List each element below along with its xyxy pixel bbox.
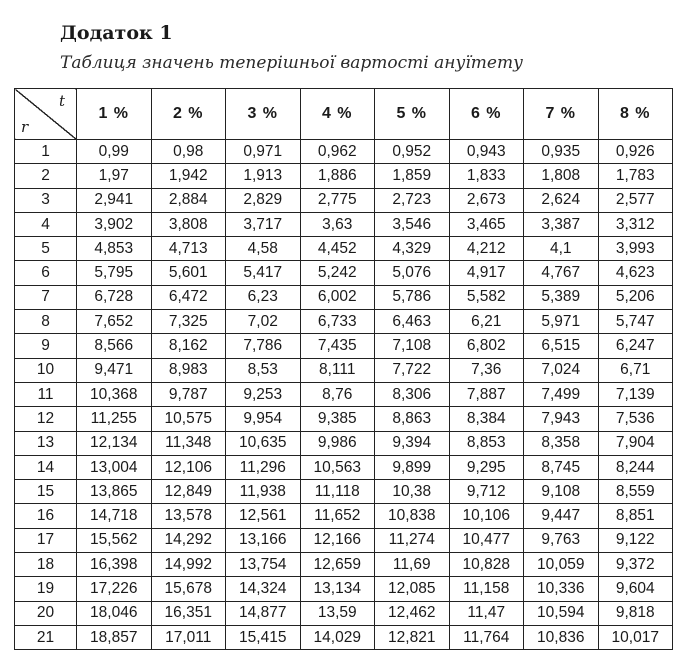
value-cell: 5,582 <box>449 285 524 309</box>
value-cell: 1,942 <box>151 164 226 188</box>
table-row <box>15 285 673 309</box>
value-cell: 14,992 <box>151 553 226 577</box>
column-header: 8 % <box>598 89 673 140</box>
value-cell: 5,971 <box>524 310 599 334</box>
value-cell: 10,38 <box>375 480 450 504</box>
value-cell: 9,385 <box>300 407 375 431</box>
table-caption: Таблиця значень теперішньої вартості ануїтету <box>60 53 523 73</box>
value-cell: 7,108 <box>375 334 450 358</box>
value-cell: 13,754 <box>226 553 301 577</box>
value-cell: 13,865 <box>77 480 152 504</box>
value-cell: 13,134 <box>300 577 375 601</box>
value-cell: 10,563 <box>300 455 375 479</box>
period-cell: 4 <box>15 212 77 236</box>
period-cell: 12 <box>15 407 77 431</box>
value-cell: 14,029 <box>300 625 375 649</box>
value-cell: 11,69 <box>375 553 450 577</box>
column-header: 5 % <box>375 89 450 140</box>
table-row <box>15 140 673 164</box>
value-cell: 2,775 <box>300 188 375 212</box>
value-cell: 7,499 <box>524 382 599 406</box>
value-cell: 0,971 <box>226 140 301 164</box>
value-cell: 1,833 <box>449 164 524 188</box>
value-cell: 15,415 <box>226 625 301 649</box>
value-cell: 11,652 <box>300 504 375 528</box>
value-cell: 14,324 <box>226 577 301 601</box>
value-cell: 2,829 <box>226 188 301 212</box>
value-cell: 3,993 <box>598 237 673 261</box>
value-cell: 7,943 <box>524 407 599 431</box>
value-cell: 8,566 <box>77 334 152 358</box>
value-cell: 8,851 <box>598 504 673 528</box>
value-cell: 10,059 <box>524 553 599 577</box>
value-cell: 18,857 <box>77 625 152 649</box>
table-header <box>15 89 673 140</box>
value-cell: 7,652 <box>77 310 152 334</box>
value-cell: 3,902 <box>77 212 152 236</box>
value-cell: 1,859 <box>375 164 450 188</box>
table-row <box>15 358 673 382</box>
column-header: 6 % <box>449 89 524 140</box>
value-cell: 10,017 <box>598 625 673 649</box>
value-cell: 11,274 <box>375 528 450 552</box>
value-cell: 12,561 <box>226 504 301 528</box>
value-cell: 3,312 <box>598 212 673 236</box>
column-header: 4 % <box>300 89 375 140</box>
page-title: Додаток 1 <box>60 22 173 44</box>
value-cell: 9,763 <box>524 528 599 552</box>
value-cell: 4,58 <box>226 237 301 261</box>
table-row <box>15 382 673 406</box>
value-cell: 9,899 <box>375 455 450 479</box>
value-cell: 2,723 <box>375 188 450 212</box>
value-cell: 7,36 <box>449 358 524 382</box>
value-cell: 0,943 <box>449 140 524 164</box>
table-row <box>15 407 673 431</box>
value-cell: 4,623 <box>598 261 673 285</box>
value-cell: 7,536 <box>598 407 673 431</box>
period-cell: 9 <box>15 334 77 358</box>
value-cell: 8,76 <box>300 382 375 406</box>
value-cell: 2,673 <box>449 188 524 212</box>
value-cell: 7,024 <box>524 358 599 382</box>
value-cell: 8,559 <box>598 480 673 504</box>
value-cell: 2,624 <box>524 188 599 212</box>
value-cell: 3,465 <box>449 212 524 236</box>
value-cell: 17,226 <box>77 577 152 601</box>
value-cell: 4,329 <box>375 237 450 261</box>
value-cell: 9,986 <box>300 431 375 455</box>
value-cell: 11,938 <box>226 480 301 504</box>
value-cell: 1,808 <box>524 164 599 188</box>
period-cell: 6 <box>15 261 77 285</box>
table-row <box>15 455 673 479</box>
value-cell: 7,904 <box>598 431 673 455</box>
value-cell: 10,828 <box>449 553 524 577</box>
value-cell: 4,212 <box>449 237 524 261</box>
value-cell: 7,325 <box>151 310 226 334</box>
value-cell: 12,659 <box>300 553 375 577</box>
value-cell: 3,808 <box>151 212 226 236</box>
value-cell: 5,601 <box>151 261 226 285</box>
value-cell: 13,166 <box>226 528 301 552</box>
value-cell: 14,718 <box>77 504 152 528</box>
value-cell: 8,983 <box>151 358 226 382</box>
value-cell: 6,728 <box>77 285 152 309</box>
period-cell: 8 <box>15 310 77 334</box>
value-cell: 7,722 <box>375 358 450 382</box>
value-cell: 2,577 <box>598 188 673 212</box>
value-cell: 9,954 <box>226 407 301 431</box>
period-cell: 15 <box>15 480 77 504</box>
period-cell: 1 <box>15 140 77 164</box>
value-cell: 13,59 <box>300 601 375 625</box>
value-cell: 17,011 <box>151 625 226 649</box>
corner-label-r: r <box>21 118 30 136</box>
period-cell: 21 <box>15 625 77 649</box>
value-cell: 8,162 <box>151 334 226 358</box>
period-cell: 16 <box>15 504 77 528</box>
table-row <box>15 601 673 625</box>
value-cell: 10,368 <box>77 382 152 406</box>
value-cell: 4,917 <box>449 261 524 285</box>
period-cell: 14 <box>15 455 77 479</box>
value-cell: 0,99 <box>77 140 152 164</box>
table-row <box>15 553 673 577</box>
value-cell: 10,106 <box>449 504 524 528</box>
value-cell: 3,546 <box>375 212 450 236</box>
table-row <box>15 431 673 455</box>
value-cell: 11,118 <box>300 480 375 504</box>
value-cell: 6,21 <box>449 310 524 334</box>
period-cell: 2 <box>15 164 77 188</box>
value-cell: 1,97 <box>77 164 152 188</box>
value-cell: 12,849 <box>151 480 226 504</box>
period-cell: 20 <box>15 601 77 625</box>
value-cell: 8,853 <box>449 431 524 455</box>
value-cell: 3,63 <box>300 212 375 236</box>
value-cell: 11,158 <box>449 577 524 601</box>
value-cell: 0,935 <box>524 140 599 164</box>
value-cell: 12,085 <box>375 577 450 601</box>
value-cell: 9,253 <box>226 382 301 406</box>
value-cell: 9,122 <box>598 528 673 552</box>
value-cell: 5,242 <box>300 261 375 285</box>
value-cell: 11,47 <box>449 601 524 625</box>
value-cell: 1,913 <box>226 164 301 188</box>
value-cell: 9,372 <box>598 553 673 577</box>
value-cell: 15,678 <box>151 577 226 601</box>
value-cell: 2,941 <box>77 188 152 212</box>
value-cell: 7,139 <box>598 382 673 406</box>
value-cell: 8,358 <box>524 431 599 455</box>
value-cell: 6,23 <box>226 285 301 309</box>
value-cell: 6,472 <box>151 285 226 309</box>
value-cell: 12,462 <box>375 601 450 625</box>
table-row <box>15 237 673 261</box>
value-cell: 6,463 <box>375 310 450 334</box>
table-row <box>15 504 673 528</box>
value-cell: 13,578 <box>151 504 226 528</box>
value-cell: 8,244 <box>598 455 673 479</box>
value-cell: 8,384 <box>449 407 524 431</box>
value-cell: 11,348 <box>151 431 226 455</box>
value-cell: 5,786 <box>375 285 450 309</box>
value-cell: 5,795 <box>77 261 152 285</box>
value-cell: 4,853 <box>77 237 152 261</box>
period-cell: 18 <box>15 553 77 577</box>
value-cell: 10,635 <box>226 431 301 455</box>
value-cell: 5,747 <box>598 310 673 334</box>
value-cell: 8,53 <box>226 358 301 382</box>
value-cell: 7,435 <box>300 334 375 358</box>
header-row <box>15 89 673 140</box>
corner-cell <box>15 89 77 140</box>
value-cell: 12,166 <box>300 528 375 552</box>
value-cell: 9,787 <box>151 382 226 406</box>
value-cell: 0,962 <box>300 140 375 164</box>
table-row <box>15 164 673 188</box>
value-cell: 10,336 <box>524 577 599 601</box>
value-cell: 3,387 <box>524 212 599 236</box>
value-cell: 5,389 <box>524 285 599 309</box>
value-cell: 6,515 <box>524 334 599 358</box>
value-cell: 8,745 <box>524 455 599 479</box>
value-cell: 4,1 <box>524 237 599 261</box>
corner-label-t: t <box>58 92 66 110</box>
value-cell: 0,926 <box>598 140 673 164</box>
value-cell: 4,452 <box>300 237 375 261</box>
value-cell: 14,292 <box>151 528 226 552</box>
value-cell: 4,767 <box>524 261 599 285</box>
value-cell: 0,98 <box>151 140 226 164</box>
table-row <box>15 528 673 552</box>
value-cell: 2,884 <box>151 188 226 212</box>
column-header: 7 % <box>524 89 599 140</box>
table-row <box>15 310 673 334</box>
value-cell: 10,836 <box>524 625 599 649</box>
annuity-table <box>14 88 673 650</box>
column-header: 1 % <box>77 89 152 140</box>
value-cell: 10,575 <box>151 407 226 431</box>
value-cell: 12,134 <box>77 431 152 455</box>
value-cell: 11,255 <box>77 407 152 431</box>
value-cell: 9,712 <box>449 480 524 504</box>
value-cell: 10,838 <box>375 504 450 528</box>
value-cell: 7,02 <box>226 310 301 334</box>
value-cell: 16,398 <box>77 553 152 577</box>
value-cell: 6,247 <box>598 334 673 358</box>
table-row <box>15 577 673 601</box>
value-cell: 1,783 <box>598 164 673 188</box>
value-cell: 6,802 <box>449 334 524 358</box>
value-cell: 12,821 <box>375 625 450 649</box>
value-cell: 5,206 <box>598 285 673 309</box>
value-cell: 9,447 <box>524 504 599 528</box>
value-cell: 6,002 <box>300 285 375 309</box>
value-cell: 16,351 <box>151 601 226 625</box>
value-cell: 11,296 <box>226 455 301 479</box>
value-cell: 8,306 <box>375 382 450 406</box>
table-row <box>15 188 673 212</box>
value-cell: 9,394 <box>375 431 450 455</box>
value-cell: 9,295 <box>449 455 524 479</box>
value-cell: 13,004 <box>77 455 152 479</box>
period-cell: 13 <box>15 431 77 455</box>
column-header: 2 % <box>151 89 226 140</box>
value-cell: 12,106 <box>151 455 226 479</box>
value-cell: 0,952 <box>375 140 450 164</box>
value-cell: 5,076 <box>375 261 450 285</box>
table-row <box>15 334 673 358</box>
period-cell: 10 <box>15 358 77 382</box>
column-header: 3 % <box>226 89 301 140</box>
value-cell: 15,562 <box>77 528 152 552</box>
value-cell: 9,108 <box>524 480 599 504</box>
period-cell: 11 <box>15 382 77 406</box>
period-cell: 19 <box>15 577 77 601</box>
table-row <box>15 625 673 649</box>
table-row <box>15 480 673 504</box>
value-cell: 6,733 <box>300 310 375 334</box>
period-cell: 7 <box>15 285 77 309</box>
value-cell: 1,886 <box>300 164 375 188</box>
value-cell: 8,111 <box>300 358 375 382</box>
value-cell: 8,863 <box>375 407 450 431</box>
table-body <box>15 140 673 650</box>
value-cell: 3,717 <box>226 212 301 236</box>
value-cell: 9,818 <box>598 601 673 625</box>
value-cell: 5,417 <box>226 261 301 285</box>
period-cell: 5 <box>15 237 77 261</box>
value-cell: 18,046 <box>77 601 152 625</box>
period-cell: 3 <box>15 188 77 212</box>
value-cell: 6,71 <box>598 358 673 382</box>
value-cell: 7,786 <box>226 334 301 358</box>
value-cell: 11,764 <box>449 625 524 649</box>
period-cell: 17 <box>15 528 77 552</box>
value-cell: 4,713 <box>151 237 226 261</box>
value-cell: 14,877 <box>226 601 301 625</box>
value-cell: 7,887 <box>449 382 524 406</box>
value-cell: 9,604 <box>598 577 673 601</box>
value-cell: 10,594 <box>524 601 599 625</box>
value-cell: 10,477 <box>449 528 524 552</box>
value-cell: 9,471 <box>77 358 152 382</box>
table-row <box>15 261 673 285</box>
table-row <box>15 212 673 236</box>
